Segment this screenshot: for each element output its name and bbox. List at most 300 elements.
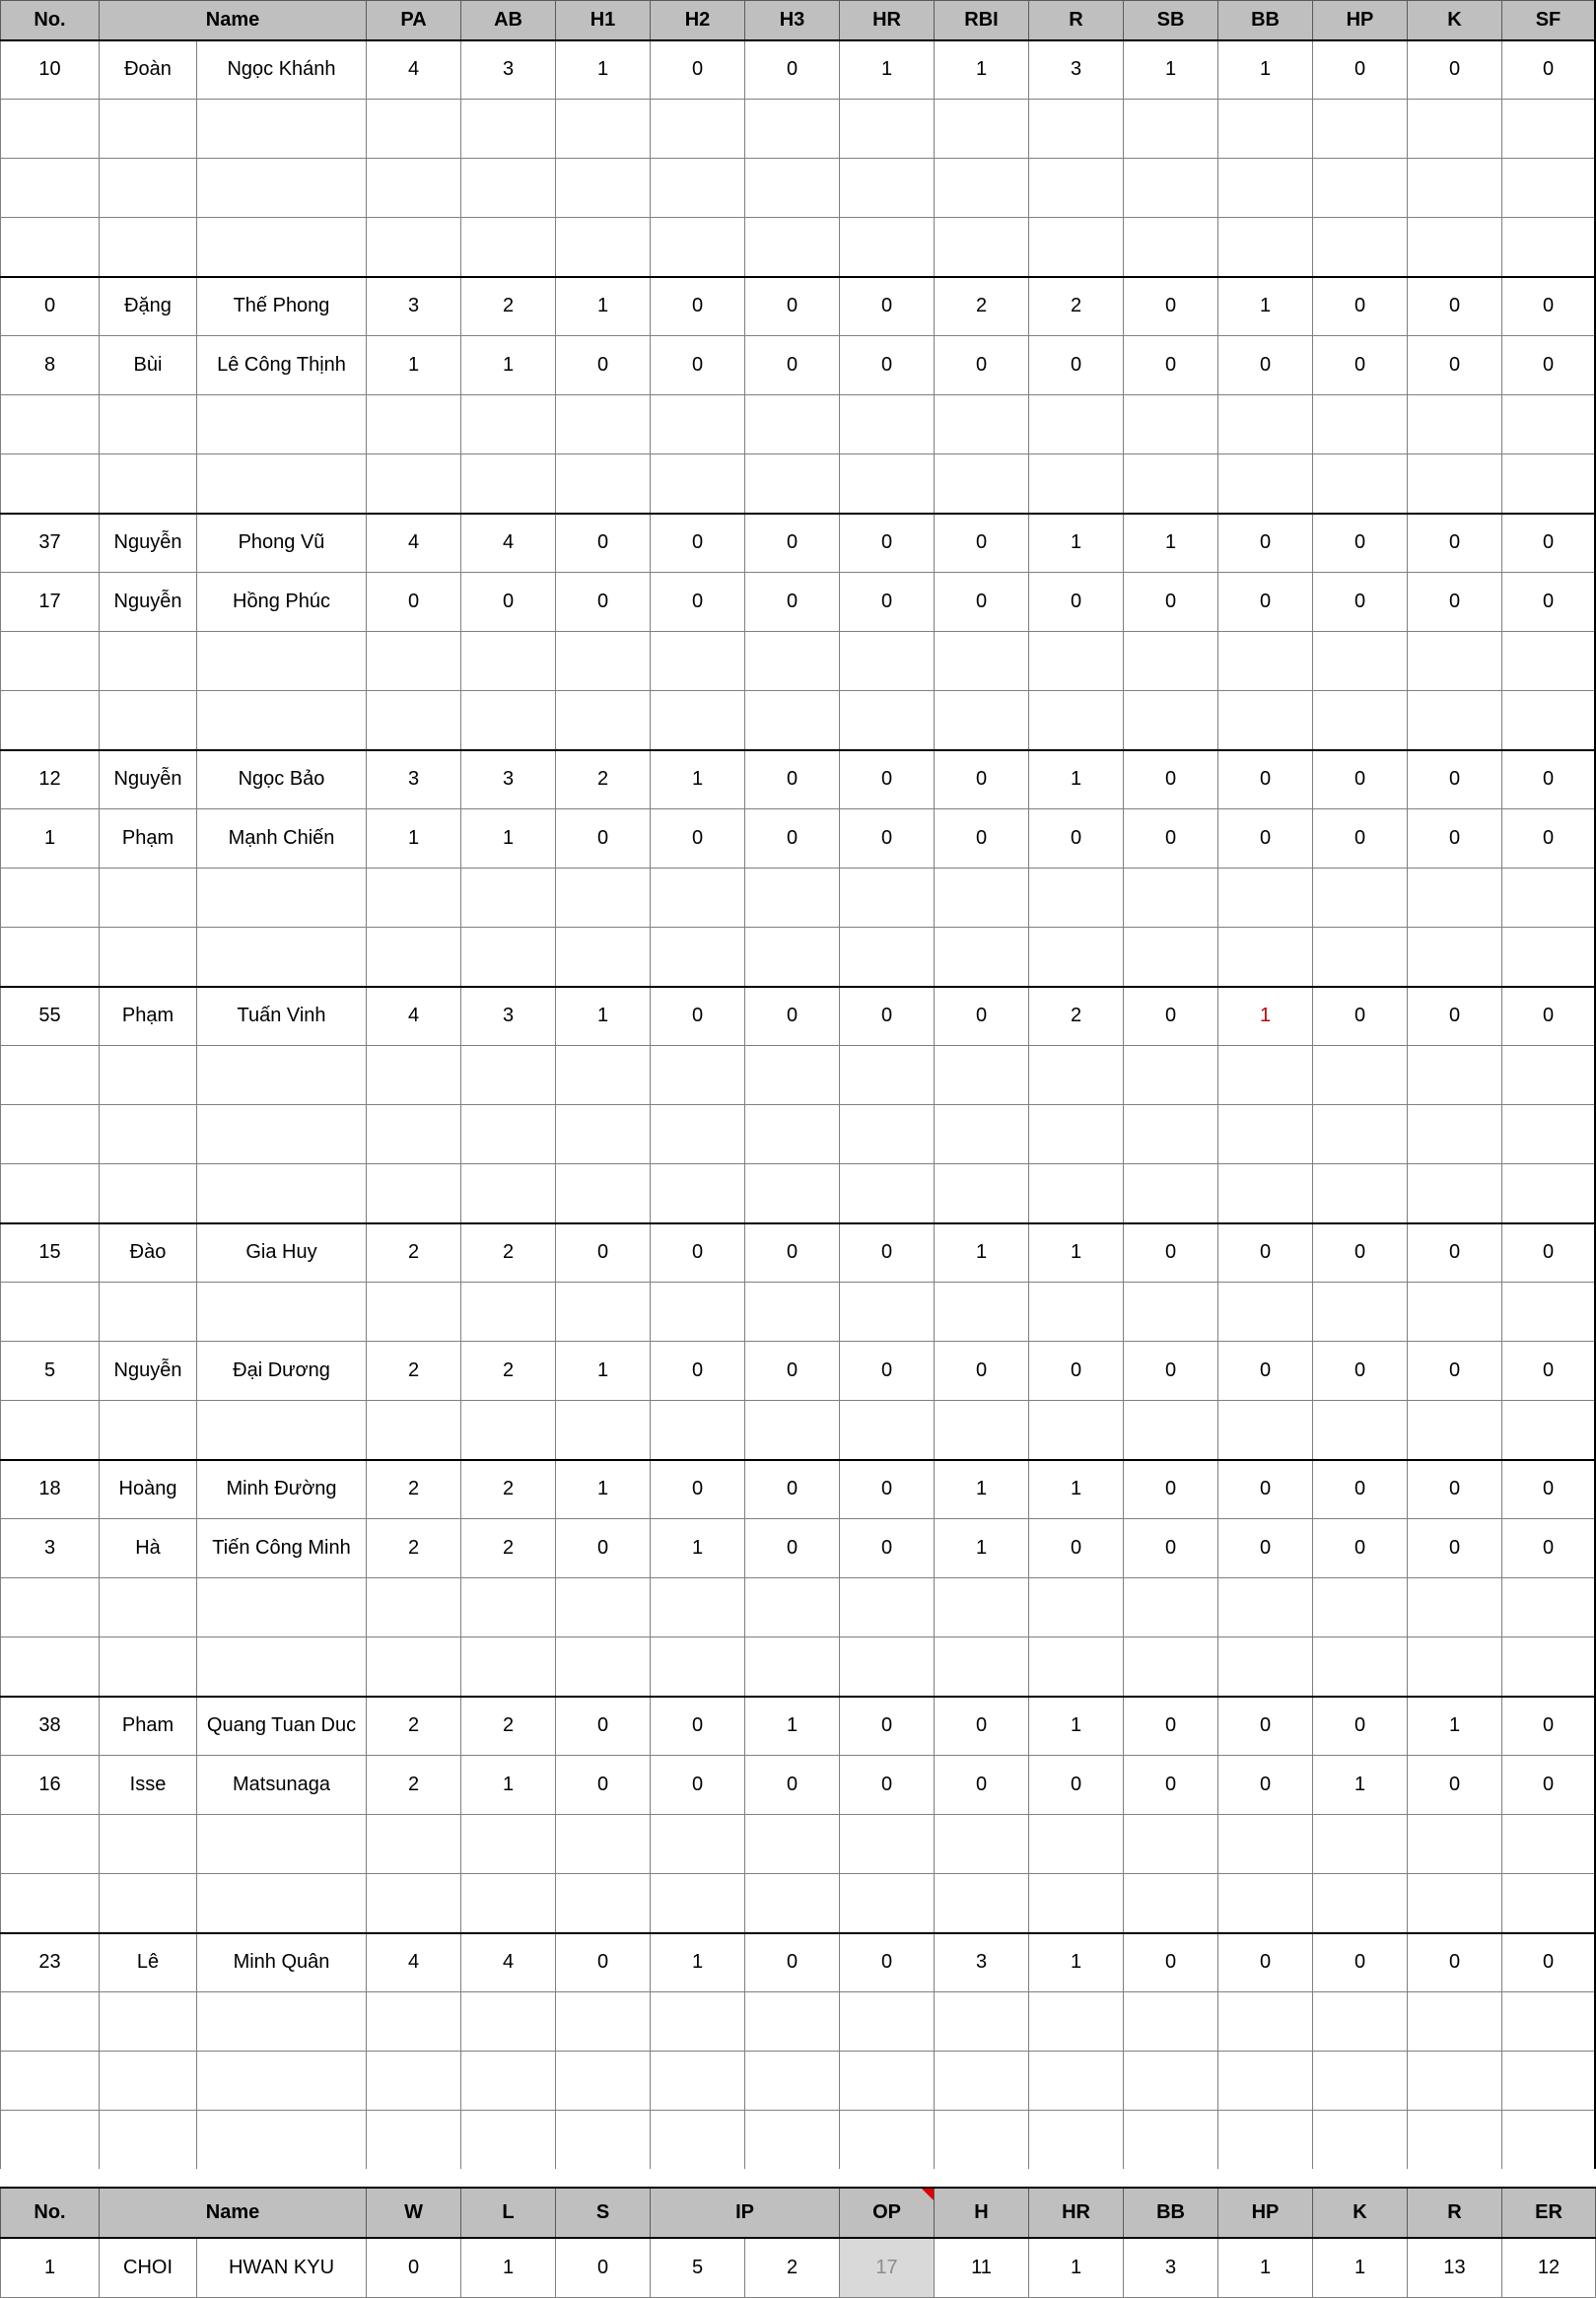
- stat-h1-cell[interactable]: 0: [556, 336, 651, 395]
- stat-hr-cell[interactable]: [840, 632, 935, 691]
- stat-h1-cell[interactable]: 1: [556, 987, 651, 1046]
- stat-rbi-cell[interactable]: 2: [935, 277, 1029, 336]
- stat-ab-cell[interactable]: 3: [461, 40, 556, 100]
- player-no-cell[interactable]: [1, 1046, 100, 1105]
- stat-rbi-cell[interactable]: 1: [935, 1460, 1029, 1519]
- player-first-name-cell[interactable]: [197, 1815, 367, 1874]
- player-first-name-cell[interactable]: Gia Huy: [197, 1223, 367, 1283]
- stat-sf-cell[interactable]: 0: [1502, 514, 1595, 573]
- stat-k-cell[interactable]: 0: [1408, 514, 1502, 573]
- stat-h3-cell[interactable]: [745, 632, 840, 691]
- stat-h1-cell[interactable]: 0: [556, 1223, 651, 1283]
- stat-ab-cell[interactable]: 3: [461, 750, 556, 809]
- stat-hr-cell[interactable]: 0: [840, 1756, 935, 1815]
- stat-hr-cell[interactable]: 0: [840, 750, 935, 809]
- stat-h2-cell[interactable]: [651, 100, 745, 159]
- stat-sb-cell[interactable]: [1124, 869, 1218, 928]
- stat-h3-cell[interactable]: 0: [745, 750, 840, 809]
- player-first-name-cell[interactable]: [197, 218, 367, 277]
- stat-hr-cell[interactable]: 0: [840, 573, 935, 632]
- stat-r-cell[interactable]: [1029, 1046, 1124, 1105]
- stat-ab-cell[interactable]: [461, 632, 556, 691]
- stat-h2-cell[interactable]: [651, 1815, 745, 1874]
- stat-hp-cell[interactable]: 0: [1313, 40, 1408, 100]
- stat-k-cell[interactable]: [1408, 1401, 1502, 1460]
- stat-h2-cell[interactable]: [651, 1637, 745, 1697]
- stat-pa-cell[interactable]: [367, 159, 461, 218]
- stat-bb-cell[interactable]: [1218, 1815, 1313, 1874]
- stat-bb-cell[interactable]: [1218, 1992, 1313, 2052]
- player-first-name-cell[interactable]: [197, 1637, 367, 1697]
- stat-bb-cell[interactable]: 0: [1218, 514, 1313, 573]
- stat-sf-cell[interactable]: [1502, 1105, 1595, 1164]
- player-first-name-cell[interactable]: [197, 691, 367, 750]
- pitcher-s[interactable]: 0: [556, 2238, 651, 2297]
- stat-hp-cell[interactable]: [1313, 1815, 1408, 1874]
- stat-hp-cell[interactable]: [1313, 632, 1408, 691]
- stat-h2-cell[interactable]: [651, 869, 745, 928]
- player-last-name-cell[interactable]: [100, 159, 197, 218]
- header-k[interactable]: K: [1408, 1, 1502, 40]
- stat-pa-cell[interactable]: 2: [367, 1519, 461, 1578]
- stat-rbi-cell[interactable]: [935, 159, 1029, 218]
- player-last-name-cell[interactable]: [100, 1815, 197, 1874]
- p-header-er[interactable]: ER: [1502, 2188, 1596, 2238]
- stat-pa-cell[interactable]: [367, 1401, 461, 1460]
- player-first-name-cell[interactable]: Thế Phong: [197, 277, 367, 336]
- stat-r-cell[interactable]: 2: [1029, 987, 1124, 1046]
- stat-sb-cell[interactable]: [1124, 395, 1218, 454]
- stat-pa-cell[interactable]: 2: [367, 1756, 461, 1815]
- stat-sb-cell[interactable]: [1124, 1401, 1218, 1460]
- stat-h3-cell[interactable]: [745, 395, 840, 454]
- stat-r-cell[interactable]: 0: [1029, 573, 1124, 632]
- stat-r-cell[interactable]: 0: [1029, 1342, 1124, 1401]
- header-no[interactable]: No.: [1, 1, 100, 40]
- stat-hp-cell[interactable]: 0: [1313, 1223, 1408, 1283]
- stat-h2-cell[interactable]: 0: [651, 277, 745, 336]
- stat-rbi-cell[interactable]: 0: [935, 809, 1029, 869]
- pitcher-k[interactable]: 1: [1313, 2238, 1408, 2297]
- player-last-name-cell[interactable]: [100, 1578, 197, 1637]
- stat-h1-cell[interactable]: 0: [556, 1697, 651, 1756]
- stat-k-cell[interactable]: [1408, 395, 1502, 454]
- pitcher-r[interactable]: 13: [1408, 2238, 1502, 2297]
- stat-h2-cell[interactable]: [651, 1283, 745, 1342]
- player-last-name-cell[interactable]: Đặng: [100, 277, 197, 336]
- player-first-name-cell[interactable]: [197, 2111, 367, 2170]
- p-header-name[interactable]: Name: [100, 2188, 367, 2238]
- player-first-name-cell[interactable]: Tiến Công Minh: [197, 1519, 367, 1578]
- stat-sb-cell[interactable]: [1124, 159, 1218, 218]
- comment-indicator-icon[interactable]: [922, 2189, 934, 2200]
- stat-h3-cell[interactable]: [745, 1992, 840, 2052]
- stat-ab-cell[interactable]: [461, 1874, 556, 1933]
- stat-r-cell[interactable]: [1029, 454, 1124, 514]
- stat-h2-cell[interactable]: 0: [651, 1756, 745, 1815]
- stat-hp-cell[interactable]: [1313, 1874, 1408, 1933]
- stat-h1-cell[interactable]: [556, 1578, 651, 1637]
- stat-h3-cell[interactable]: [745, 1283, 840, 1342]
- stat-pa-cell[interactable]: [367, 1105, 461, 1164]
- stat-sb-cell[interactable]: [1124, 632, 1218, 691]
- stat-rbi-cell[interactable]: 1: [935, 40, 1029, 100]
- stat-k-cell[interactable]: [1408, 869, 1502, 928]
- player-last-name-cell[interactable]: [100, 1283, 197, 1342]
- stat-h3-cell[interactable]: [745, 1874, 840, 1933]
- stat-r-cell[interactable]: 0: [1029, 1519, 1124, 1578]
- stat-h1-cell[interactable]: [556, 218, 651, 277]
- stat-sf-cell[interactable]: [1502, 1637, 1595, 1697]
- stat-sb-cell[interactable]: 0: [1124, 1460, 1218, 1519]
- player-no-cell[interactable]: 8: [1, 336, 100, 395]
- stat-r-cell[interactable]: [1029, 1992, 1124, 2052]
- stat-h1-cell[interactable]: 1: [556, 277, 651, 336]
- stat-hp-cell[interactable]: [1313, 218, 1408, 277]
- stat-pa-cell[interactable]: 3: [367, 750, 461, 809]
- stat-rbi-cell[interactable]: 0: [935, 750, 1029, 809]
- stat-pa-cell[interactable]: 2: [367, 1342, 461, 1401]
- stat-sf-cell[interactable]: 0: [1502, 1697, 1595, 1756]
- player-first-name-cell[interactable]: Hồng Phúc: [197, 573, 367, 632]
- stat-sf-cell[interactable]: [1502, 1401, 1595, 1460]
- stat-bb-cell[interactable]: 0: [1218, 336, 1313, 395]
- stat-h1-cell[interactable]: [556, 454, 651, 514]
- stat-h3-cell[interactable]: 0: [745, 1223, 840, 1283]
- stat-k-cell[interactable]: [1408, 1164, 1502, 1223]
- stat-h1-cell[interactable]: [556, 691, 651, 750]
- stat-r-cell[interactable]: [1029, 1874, 1124, 1933]
- stat-h2-cell[interactable]: [651, 2111, 745, 2170]
- stat-bb-cell[interactable]: 1: [1218, 987, 1313, 1046]
- stat-h2-cell[interactable]: [651, 1046, 745, 1105]
- player-no-cell[interactable]: 12: [1, 750, 100, 809]
- stat-bb-cell[interactable]: [1218, 1578, 1313, 1637]
- stat-h2-cell[interactable]: [651, 691, 745, 750]
- stat-bb-cell[interactable]: 1: [1218, 277, 1313, 336]
- stat-bb-cell[interactable]: [1218, 1401, 1313, 1460]
- stat-sb-cell[interactable]: 0: [1124, 750, 1218, 809]
- stat-pa-cell[interactable]: 4: [367, 514, 461, 573]
- stat-sb-cell[interactable]: 1: [1124, 514, 1218, 573]
- stat-ab-cell[interactable]: 2: [461, 1342, 556, 1401]
- stat-h2-cell[interactable]: [651, 1401, 745, 1460]
- stat-sf-cell[interactable]: 0: [1502, 1519, 1595, 1578]
- stat-sb-cell[interactable]: [1124, 2052, 1218, 2111]
- player-first-name-cell[interactable]: Ngọc Bảo: [197, 750, 367, 809]
- stat-bb-cell[interactable]: [1218, 1283, 1313, 1342]
- stat-hp-cell[interactable]: [1313, 1578, 1408, 1637]
- stat-rbi-cell[interactable]: 0: [935, 1697, 1029, 1756]
- stat-h1-cell[interactable]: 0: [556, 573, 651, 632]
- stat-h3-cell[interactable]: 0: [745, 1519, 840, 1578]
- player-no-cell[interactable]: 10: [1, 40, 100, 100]
- stat-sb-cell[interactable]: [1124, 1283, 1218, 1342]
- stat-sf-cell[interactable]: 0: [1502, 573, 1595, 632]
- stat-k-cell[interactable]: 0: [1408, 1342, 1502, 1401]
- stat-sb-cell[interactable]: [1124, 218, 1218, 277]
- player-no-cell[interactable]: [1, 1992, 100, 2052]
- player-first-name-cell[interactable]: [197, 1401, 367, 1460]
- stat-rbi-cell[interactable]: 0: [935, 514, 1029, 573]
- stat-k-cell[interactable]: [1408, 1578, 1502, 1637]
- stat-hr-cell[interactable]: 0: [840, 277, 935, 336]
- player-first-name-cell[interactable]: [197, 869, 367, 928]
- stat-rbi-cell[interactable]: [935, 1401, 1029, 1460]
- stat-hp-cell[interactable]: [1313, 691, 1408, 750]
- stat-sf-cell[interactable]: 0: [1502, 1933, 1595, 1992]
- header-h1[interactable]: H1: [556, 1, 651, 40]
- stat-hr-cell[interactable]: [840, 218, 935, 277]
- stat-rbi-cell[interactable]: [935, 1105, 1029, 1164]
- stat-h3-cell[interactable]: 0: [745, 1756, 840, 1815]
- stat-h1-cell[interactable]: [556, 1164, 651, 1223]
- stat-r-cell[interactable]: [1029, 1283, 1124, 1342]
- player-no-cell[interactable]: 23: [1, 1933, 100, 1992]
- stat-r-cell[interactable]: 0: [1029, 809, 1124, 869]
- stat-pa-cell[interactable]: 4: [367, 40, 461, 100]
- stat-bb-cell[interactable]: 0: [1218, 1933, 1313, 1992]
- stat-bb-cell[interactable]: 0: [1218, 750, 1313, 809]
- stat-sf-cell[interactable]: [1502, 1283, 1595, 1342]
- stat-pa-cell[interactable]: [367, 1046, 461, 1105]
- player-first-name-cell[interactable]: Quang Tuan Duc: [197, 1697, 367, 1756]
- stat-ab-cell[interactable]: [461, 100, 556, 159]
- stat-rbi-cell[interactable]: [935, 1992, 1029, 2052]
- player-last-name-cell[interactable]: Nguyễn: [100, 1342, 197, 1401]
- stat-bb-cell[interactable]: [1218, 2052, 1313, 2111]
- stat-pa-cell[interactable]: [367, 1992, 461, 2052]
- stat-r-cell[interactable]: [1029, 1401, 1124, 1460]
- stat-pa-cell[interactable]: [367, 395, 461, 454]
- p-header-h[interactable]: H: [935, 2188, 1029, 2238]
- stat-hr-cell[interactable]: 0: [840, 1697, 935, 1756]
- p-header-k[interactable]: K: [1313, 2188, 1408, 2238]
- stat-pa-cell[interactable]: [367, 1283, 461, 1342]
- stat-h1-cell[interactable]: 1: [556, 1460, 651, 1519]
- stat-hr-cell[interactable]: [840, 1283, 935, 1342]
- stat-r-cell[interactable]: [1029, 1105, 1124, 1164]
- stat-hr-cell[interactable]: [840, 395, 935, 454]
- stat-rbi-cell[interactable]: [935, 1874, 1029, 1933]
- stat-bb-cell[interactable]: 0: [1218, 1223, 1313, 1283]
- stat-ab-cell[interactable]: [461, 159, 556, 218]
- stat-h2-cell[interactable]: [651, 1874, 745, 1933]
- stat-hp-cell[interactable]: [1313, 1164, 1408, 1223]
- stat-hp-cell[interactable]: [1313, 159, 1408, 218]
- stat-h1-cell[interactable]: [556, 1401, 651, 1460]
- stat-pa-cell[interactable]: 2: [367, 1697, 461, 1756]
- player-last-name-cell[interactable]: [100, 869, 197, 928]
- stat-h2-cell[interactable]: [651, 1164, 745, 1223]
- stat-rbi-cell[interactable]: 0: [935, 573, 1029, 632]
- stat-r-cell[interactable]: [1029, 869, 1124, 928]
- stat-rbi-cell[interactable]: [935, 2111, 1029, 2170]
- player-last-name-cell[interactable]: [100, 1637, 197, 1697]
- stat-sf-cell[interactable]: [1502, 2111, 1595, 2170]
- stat-bb-cell[interactable]: [1218, 1046, 1313, 1105]
- pitcher-op[interactable]: 17: [840, 2238, 935, 2297]
- player-no-cell[interactable]: 0: [1, 277, 100, 336]
- player-last-name-cell[interactable]: [100, 454, 197, 514]
- stat-hp-cell[interactable]: 0: [1313, 573, 1408, 632]
- stat-h1-cell[interactable]: [556, 1874, 651, 1933]
- stat-bb-cell[interactable]: [1218, 1637, 1313, 1697]
- player-no-cell[interactable]: 55: [1, 987, 100, 1046]
- stat-bb-cell[interactable]: 0: [1218, 1342, 1313, 1401]
- stat-hr-cell[interactable]: [840, 1164, 935, 1223]
- player-no-cell[interactable]: [1, 1815, 100, 1874]
- stat-r-cell[interactable]: [1029, 395, 1124, 454]
- stat-ab-cell[interactable]: 1: [461, 336, 556, 395]
- stat-bb-cell[interactable]: [1218, 218, 1313, 277]
- stat-hp-cell[interactable]: 0: [1313, 1933, 1408, 1992]
- player-last-name-cell[interactable]: [100, 218, 197, 277]
- stat-h1-cell[interactable]: [556, 2052, 651, 2111]
- stat-rbi-cell[interactable]: 0: [935, 987, 1029, 1046]
- stat-rbi-cell[interactable]: [935, 218, 1029, 277]
- stat-h3-cell[interactable]: [745, 454, 840, 514]
- stat-sf-cell[interactable]: [1502, 928, 1595, 987]
- player-first-name-cell[interactable]: Minh Đường: [197, 1460, 367, 1519]
- player-first-name-cell[interactable]: [197, 100, 367, 159]
- p-header-ip[interactable]: IP: [651, 2188, 840, 2238]
- player-no-cell[interactable]: [1, 1874, 100, 1933]
- stat-h3-cell[interactable]: 0: [745, 1342, 840, 1401]
- player-first-name-cell[interactable]: Matsunaga: [197, 1756, 367, 1815]
- stat-k-cell[interactable]: [1408, 691, 1502, 750]
- stat-sf-cell[interactable]: 0: [1502, 277, 1595, 336]
- stat-h2-cell[interactable]: 0: [651, 987, 745, 1046]
- player-last-name-cell[interactable]: Hoàng: [100, 1460, 197, 1519]
- stat-h2-cell[interactable]: [651, 454, 745, 514]
- stat-k-cell[interactable]: [1408, 454, 1502, 514]
- stat-h1-cell[interactable]: [556, 1046, 651, 1105]
- stat-ab-cell[interactable]: [461, 1578, 556, 1637]
- stat-k-cell[interactable]: [1408, 159, 1502, 218]
- stat-ab-cell[interactable]: [461, 1105, 556, 1164]
- stat-rbi-cell[interactable]: [935, 1637, 1029, 1697]
- player-no-cell[interactable]: 17: [1, 573, 100, 632]
- player-first-name-cell[interactable]: [197, 395, 367, 454]
- stat-sb-cell[interactable]: 0: [1124, 1756, 1218, 1815]
- stat-sf-cell[interactable]: 0: [1502, 336, 1595, 395]
- header-hr[interactable]: HR: [840, 1, 935, 40]
- stat-h3-cell[interactable]: [745, 218, 840, 277]
- stat-h2-cell[interactable]: 0: [651, 809, 745, 869]
- stat-h3-cell[interactable]: [745, 1637, 840, 1697]
- stat-pa-cell[interactable]: [367, 218, 461, 277]
- stat-h3-cell[interactable]: [745, 691, 840, 750]
- stat-sf-cell[interactable]: [1502, 869, 1595, 928]
- player-no-cell[interactable]: [1, 1578, 100, 1637]
- stat-bb-cell[interactable]: [1218, 691, 1313, 750]
- stat-ab-cell[interactable]: [461, 1046, 556, 1105]
- stat-ab-cell[interactable]: 1: [461, 1756, 556, 1815]
- header-h2[interactable]: H2: [651, 1, 745, 40]
- stat-ab-cell[interactable]: 2: [461, 1223, 556, 1283]
- p-header-l[interactable]: L: [461, 2188, 556, 2238]
- stat-h3-cell[interactable]: [745, 869, 840, 928]
- stat-hr-cell[interactable]: [840, 691, 935, 750]
- pitcher-er[interactable]: 12: [1502, 2238, 1596, 2297]
- stat-k-cell[interactable]: [1408, 1874, 1502, 1933]
- player-last-name-cell[interactable]: [100, 1992, 197, 2052]
- stat-sf-cell[interactable]: [1502, 395, 1595, 454]
- stat-h1-cell[interactable]: [556, 2111, 651, 2170]
- stat-hr-cell[interactable]: 1: [840, 40, 935, 100]
- stat-hr-cell[interactable]: [840, 2111, 935, 2170]
- stat-k-cell[interactable]: 0: [1408, 573, 1502, 632]
- player-no-cell[interactable]: [1, 1637, 100, 1697]
- stat-sf-cell[interactable]: 0: [1502, 40, 1595, 100]
- stat-sf-cell[interactable]: 0: [1502, 750, 1595, 809]
- stat-h2-cell[interactable]: 0: [651, 514, 745, 573]
- stat-sb-cell[interactable]: [1124, 2111, 1218, 2170]
- player-first-name-cell[interactable]: [197, 632, 367, 691]
- player-first-name-cell[interactable]: [197, 1283, 367, 1342]
- stat-k-cell[interactable]: [1408, 2052, 1502, 2111]
- stat-h1-cell[interactable]: [556, 928, 651, 987]
- stat-rbi-cell[interactable]: 0: [935, 336, 1029, 395]
- player-no-cell[interactable]: 16: [1, 1756, 100, 1815]
- stat-ab-cell[interactable]: [461, 1815, 556, 1874]
- stat-hp-cell[interactable]: [1313, 869, 1408, 928]
- player-no-cell[interactable]: [1, 691, 100, 750]
- stat-hp-cell[interactable]: [1313, 2052, 1408, 2111]
- stat-hr-cell[interactable]: [840, 2052, 935, 2111]
- stat-ab-cell[interactable]: [461, 1401, 556, 1460]
- stat-r-cell[interactable]: [1029, 1637, 1124, 1697]
- stat-pa-cell[interactable]: [367, 1578, 461, 1637]
- player-no-cell[interactable]: [1, 395, 100, 454]
- stat-bb-cell[interactable]: [1218, 632, 1313, 691]
- stat-r-cell[interactable]: [1029, 2111, 1124, 2170]
- stat-sb-cell[interactable]: 0: [1124, 1933, 1218, 1992]
- stat-pa-cell[interactable]: 4: [367, 987, 461, 1046]
- stat-sf-cell[interactable]: [1502, 1164, 1595, 1223]
- stat-rbi-cell[interactable]: [935, 454, 1029, 514]
- player-no-cell[interactable]: 18: [1, 1460, 100, 1519]
- stat-hr-cell[interactable]: [840, 159, 935, 218]
- stat-r-cell[interactable]: [1029, 1578, 1124, 1637]
- stat-sf-cell[interactable]: [1502, 454, 1595, 514]
- stat-h1-cell[interactable]: [556, 1637, 651, 1697]
- player-no-cell[interactable]: [1, 1283, 100, 1342]
- stat-rbi-cell[interactable]: [935, 1046, 1029, 1105]
- stat-rbi-cell[interactable]: [935, 1164, 1029, 1223]
- stat-h1-cell[interactable]: [556, 1992, 651, 2052]
- stat-k-cell[interactable]: [1408, 1992, 1502, 2052]
- stat-h1-cell[interactable]: [556, 632, 651, 691]
- stat-ab-cell[interactable]: [461, 395, 556, 454]
- stat-bb-cell[interactable]: [1218, 1164, 1313, 1223]
- pitcher-hp[interactable]: 1: [1218, 2238, 1313, 2297]
- player-no-cell[interactable]: 37: [1, 514, 100, 573]
- stat-h1-cell[interactable]: [556, 869, 651, 928]
- stat-sb-cell[interactable]: [1124, 1815, 1218, 1874]
- player-first-name-cell[interactable]: [197, 1992, 367, 2052]
- player-first-name-cell[interactable]: Ngọc Khánh: [197, 40, 367, 100]
- stat-rbi-cell[interactable]: 3: [935, 1933, 1029, 1992]
- player-first-name-cell[interactable]: [197, 1578, 367, 1637]
- header-name[interactable]: Name: [100, 1, 367, 40]
- stat-ab-cell[interactable]: [461, 928, 556, 987]
- stat-h1-cell[interactable]: [556, 1105, 651, 1164]
- stat-hp-cell[interactable]: [1313, 100, 1408, 159]
- header-pa[interactable]: PA: [367, 1, 461, 40]
- stat-h1-cell[interactable]: 1: [556, 1342, 651, 1401]
